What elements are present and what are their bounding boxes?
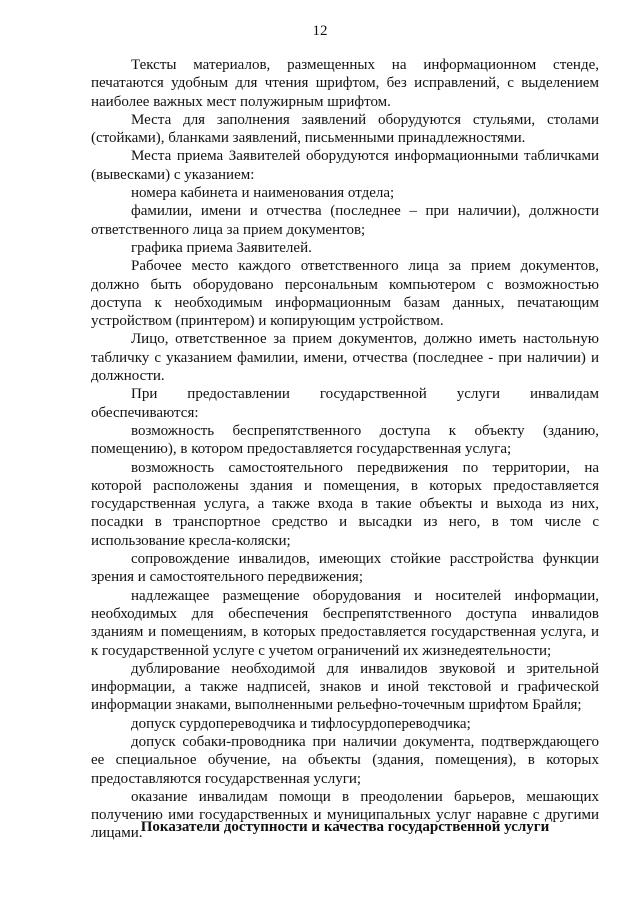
paragraph: возможность самостоятельного передвижения по территории, на которой расположены здания и помещения, в которых предоставляется государственная услуга, а также входа в такие объекты и выхода из них, посадки в транспортное средство и высадки из него, в том числе с использование кресла-коляски;: [91, 459, 599, 549]
body-text: [91, 56, 599, 843]
paragraph: Места приема Заявителей оборудуются информационными табличками (вывесками) с указанием:: [91, 148, 599, 183]
paragraph: фамилии, имени и отчества (последнее – при наличии), должности ответственного лица за прием документов;: [91, 203, 599, 238]
paragraph: допуск собаки-проводника при наличии документа, подтверждающего ее специальное обучение, на объекты (здания, помещения), в которых предоставляются государственная услуги;: [91, 733, 599, 787]
paragraph: возможность беспрепятственного доступа к объекту (зданию, помещению), в котором предоставляется государственная услуга;: [91, 422, 599, 458]
paragraph: допуск сурдопереводчика и тифлосурдопереводчика;: [131, 715, 471, 732]
paragraph: Тексты материалов, размещенных на информационном стенде, печатаются удобным для чтения шрифтом, без исправлений, с выделением наиболее важных мест полужирным шрифтом.: [91, 57, 599, 110]
paragraph: Лицо, ответственное за прием документов, должно иметь настольную табличку с указанием фамилии, имени, отчества (последнее - при наличии) и должности.: [91, 331, 599, 385]
paragraph: номера кабинета и наименования отдела;: [131, 185, 395, 202]
section-heading: Показатели доступности и качества государственной услуги: [140, 819, 550, 835]
paragraph: сопровождение инвалидов, имеющих стойкие расстройства функции зрения и самостоятельного передвижения;: [91, 551, 599, 586]
paragraph: Рабочее место каждого ответственного лица за прием документов, должно быть оборудовано персональным компьютером с возможностью доступа к необходимым информационным базам данных, печатающим устройством (принтером) и копирующим устройством.: [91, 258, 599, 330]
paragraph: оказание инвалидам помощи в преодолении барьеров, мешающих получению ими государственных и муниципальных услуг наравне с другими лицами.: [91, 788, 599, 842]
paragraph: Места для заполнения заявлений оборудуются стульями, столами (стойками), бланками заявлений, письменными принадлежностями.: [91, 111, 599, 147]
paragraph: надлежащее размещение оборудования и носителей информации, необходимых для обеспечения беспрепятственного доступа инвалидов зданиям и помещениям, в которых предоставляется государственная услуга, и к государственной услуге с учетом ограничений их жизнедеятельности;: [91, 587, 599, 659]
paragraph: графика приема Заявителей.: [131, 239, 312, 256]
paragraph: дублирование необходимой для инвалидов звуковой и зрительной информации, а также надписей, знаков и иной текстовой и графической информации знаками, выполненными рельефно-точечным шрифтом Брайля;: [91, 660, 599, 714]
page-number: 12: [312, 23, 328, 39]
paragraph: При предоставлении государственной услуги инвалидам обеспечиваются:: [91, 386, 599, 421]
